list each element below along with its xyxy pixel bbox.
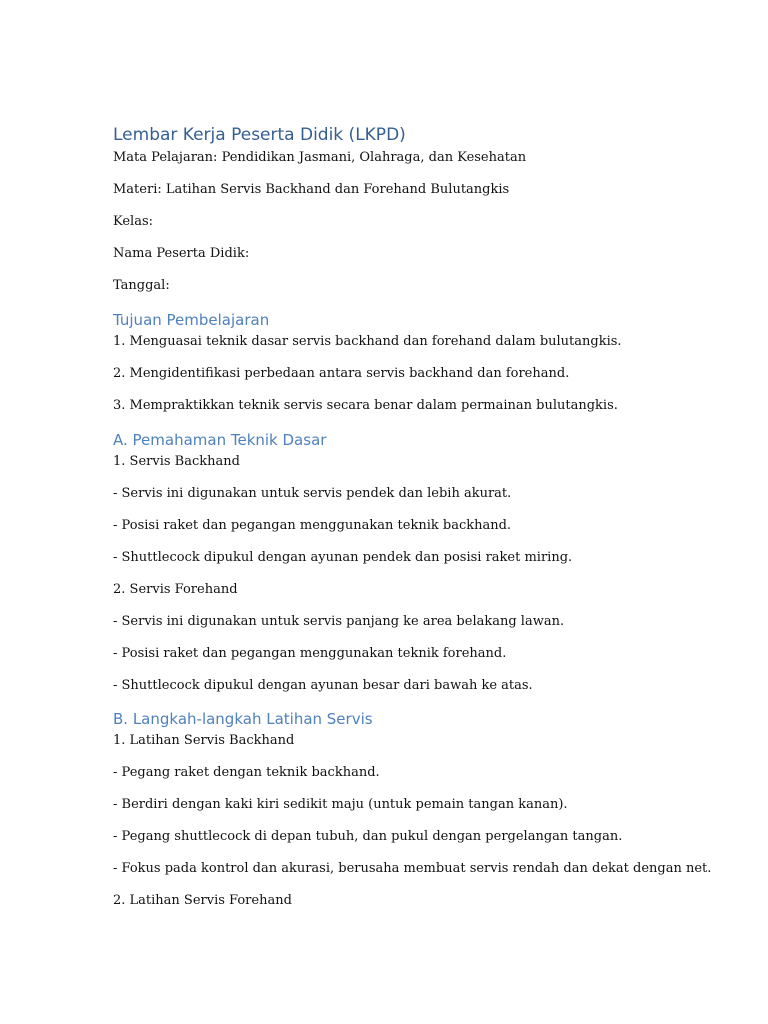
student-name-line: Nama Peserta Didik: bbox=[113, 246, 250, 261]
section-b-heading: B. Langkah-langkah Latihan Servis bbox=[113, 710, 373, 728]
objective-item: 1. Menguasai teknik dasar servis backhand dan forehand dalam bulutangkis. bbox=[113, 334, 622, 349]
backhand-serve-point: - Shuttlecock dipukul dengan ayunan pendek dan posisi raket miring. bbox=[113, 550, 573, 565]
document-title: Lembar Kerja Peserta Didik (LKPD) bbox=[113, 125, 406, 145]
objective-item: 3. Mempraktikkan teknik servis secara benar dalam permainan bulutangkis. bbox=[113, 398, 618, 413]
objectives-heading: Tujuan Pembelajaran bbox=[113, 311, 270, 329]
objective-item: 2. Mengidentifikasi perbedaan antara servis backhand dan forehand. bbox=[113, 366, 570, 381]
class-line: Kelas: bbox=[113, 214, 154, 229]
backhand-practice-title: 1. Latihan Servis Backhand bbox=[113, 733, 295, 748]
backhand-practice-step: - Fokus pada kontrol dan akurasi, berusaha membuat servis rendah dan dekat dengan net. bbox=[113, 861, 712, 876]
material-line: Materi: Latihan Servis Backhand dan Forehand Bulutangkis bbox=[113, 182, 510, 197]
forehand-serve-point: - Posisi raket dan pegangan menggunakan teknik forehand. bbox=[113, 646, 507, 661]
backhand-practice-step: - Pegang shuttlecock di depan tubuh, dan pukul dengan pergelangan tangan. bbox=[113, 829, 623, 844]
date-line: Tanggal: bbox=[113, 278, 170, 293]
backhand-serve-point: - Posisi raket dan pegangan menggunakan teknik backhand. bbox=[113, 518, 512, 533]
section-a-heading: A. Pemahaman Teknik Dasar bbox=[113, 431, 327, 449]
forehand-practice-title: 2. Latihan Servis Forehand bbox=[113, 893, 292, 908]
backhand-practice-step: - Pegang raket dengan teknik backhand. bbox=[113, 765, 380, 780]
forehand-serve-title: 2. Servis Forehand bbox=[113, 582, 238, 597]
backhand-practice-step: - Berdiri dengan kaki kiri sedikit maju (untuk pemain tangan kanan). bbox=[113, 797, 568, 812]
backhand-serve-title: 1. Servis Backhand bbox=[113, 454, 240, 469]
forehand-serve-point: - Servis ini digunakan untuk servis panjang ke area belakang lawan. bbox=[113, 614, 565, 629]
backhand-serve-point: - Servis ini digunakan untuk servis pendek dan lebih akurat. bbox=[113, 486, 512, 501]
forehand-serve-point: - Shuttlecock dipukul dengan ayunan besar dari bawah ke atas. bbox=[113, 678, 533, 693]
subject-line: Mata Pelajaran: Pendidikan Jasmani, Olahraga, dan Kesehatan bbox=[113, 150, 527, 165]
